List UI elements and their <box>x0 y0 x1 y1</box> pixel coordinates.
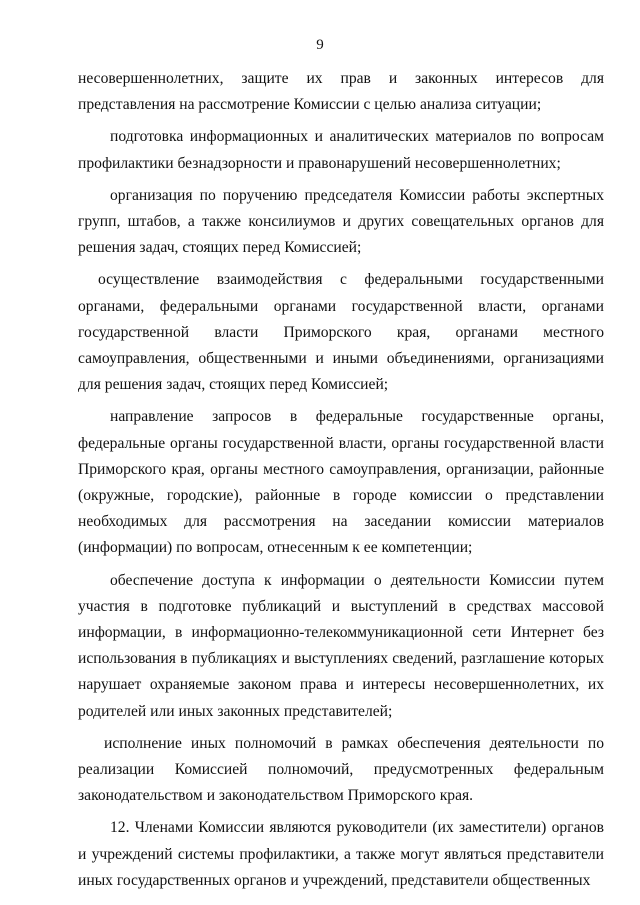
page-number: 9 <box>316 37 324 53</box>
document-body <box>78 66 604 900</box>
paragraph-information-access: обеспечение доступа к информации о деятельности Комиссии путем участия в подготовке публикаций и выступлений в средствах массовой информации, в информационно-телекоммуникационной сети Интернет без использования в публикациях и выступлениях сведений, разглашение которых нарушает охраняемые законом права и интересы несовершеннолетних, их родителей или иных законных представителей; <box>78 571 604 720</box>
paragraph-interaction: осуществление взаимодействия с федеральными государственными органами, федеральными органами государственной власти, органами государственной власти Приморского края, органами местного самоуправления, общественными и иными объединениями, организациями для решения задач, стоящих перед Комиссией; <box>78 271 604 394</box>
paragraph-commission-members: 12. Членами Комиссии являются руководители (их заместители) органов и учреждений системы профилактики, а также могут являться представители иных государственных органов и учреждений, представители общественных <box>78 819 604 889</box>
paragraph-requests: направление запросов в федеральные государственные органы, федеральные органы государственной власти, органы государственной власти Приморского края, органы местного самоуправления, организации, районные (окружные, городские), районные в городе комиссии о представлении необходимых для рассмотрения на заседании комиссии материалов (информации) по вопросам, отнесенным к ее компетенции; <box>78 408 604 557</box>
paragraph-preparation-materials: подготовка информационных и аналитических материалов по вопросам профилактики безнадзорности и правонарушений несовершеннолетних; <box>78 128 604 172</box>
paragraph-continuation: несовершеннолетних, защите их прав и законных интересов для представления на рассмотрение Комиссии с целью анализа ситуации; <box>78 70 604 114</box>
paragraph-expert-groups: организация по поручению председателя Комиссии работы экспертных групп, штабов, а также консилиумов и других совещательных органов для решения задач, стоящих перед Комиссией; <box>78 186 604 257</box>
paragraph-other-powers: исполнение иных полномочий в рамках обеспечения деятельности по реализации Комиссией полномочий, предусмотренных федеральным законодательством и законодательством Приморского края. <box>78 734 604 805</box>
